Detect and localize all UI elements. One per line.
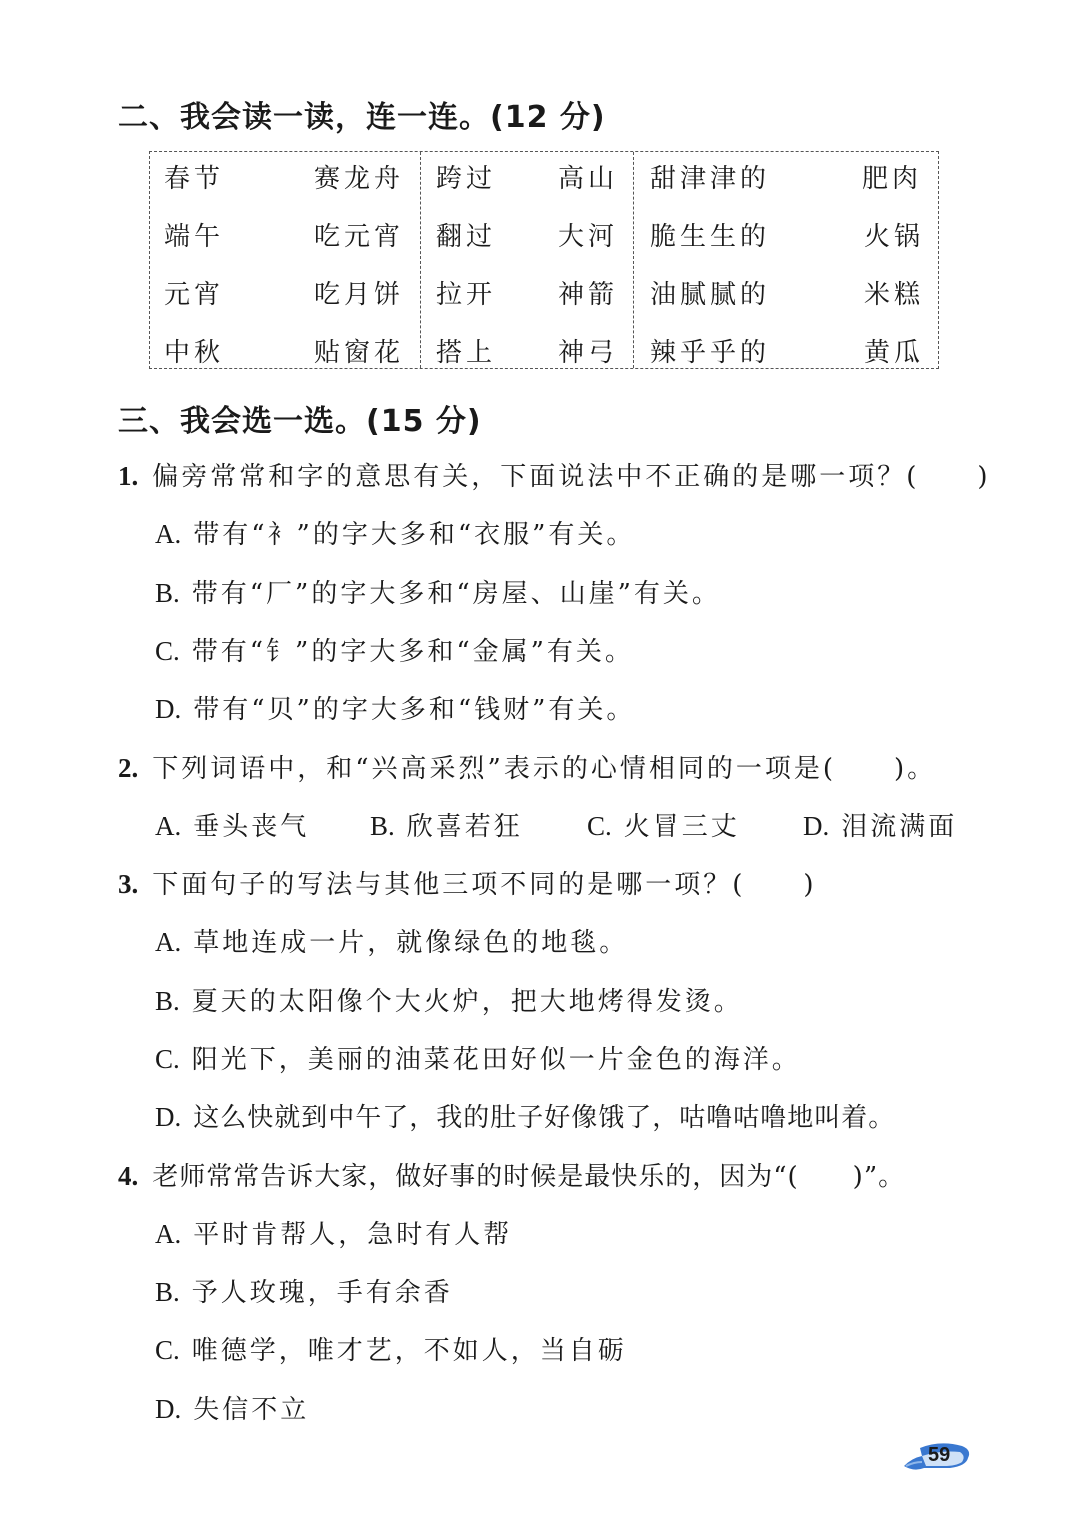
question-text: 下列词语中，和“兴高采烈”表示的心情相同的一项是( )。 bbox=[152, 754, 937, 784]
option-letter: A. bbox=[155, 519, 182, 549]
match-left-item[interactable]: 端午 bbox=[164, 222, 225, 252]
option-text: 夏天的太阳像个大火炉，把大地烤得发烫。 bbox=[191, 987, 743, 1017]
q3-option-c[interactable] bbox=[155, 1039, 801, 1076]
match-left-item[interactable]: 跨过 bbox=[436, 164, 497, 194]
match-right-item[interactable]: 吃月饼 bbox=[314, 280, 405, 310]
option-letter: D. bbox=[155, 1102, 182, 1132]
option-letter: A. bbox=[155, 811, 182, 841]
option-letter: A. bbox=[155, 927, 182, 957]
option-letter: D. bbox=[803, 811, 830, 841]
table-divider bbox=[420, 152, 421, 368]
q4-option-b[interactable] bbox=[155, 1272, 453, 1309]
question-number: 2. bbox=[118, 753, 139, 783]
match-left-item[interactable]: 甜津津的 bbox=[650, 164, 771, 194]
match-right-item[interactable]: 大河 bbox=[558, 222, 619, 252]
q2-option-d[interactable] bbox=[803, 806, 957, 843]
question-3 bbox=[118, 864, 817, 901]
match-left-item[interactable]: 搭上 bbox=[436, 338, 497, 368]
q1-option-c[interactable] bbox=[155, 631, 634, 668]
match-left-item[interactable]: 拉开 bbox=[436, 280, 497, 310]
q1-option-b[interactable] bbox=[155, 573, 721, 610]
option-text: 泪流满面 bbox=[841, 812, 958, 842]
option-letter: B. bbox=[370, 811, 395, 841]
option-letter: C. bbox=[155, 636, 180, 666]
q4-option-c[interactable] bbox=[155, 1330, 627, 1367]
option-letter: B. bbox=[155, 986, 180, 1016]
question-number: 3. bbox=[118, 869, 139, 899]
option-text: 带有“衤”的字大多和“衣服”有关。 bbox=[193, 520, 636, 550]
option-letter: D. bbox=[155, 694, 182, 724]
q2-option-b[interactable] bbox=[370, 806, 523, 843]
option-text: 予人玫瑰，手有余香 bbox=[191, 1278, 453, 1308]
q2-option-c[interactable] bbox=[587, 806, 740, 843]
q4-option-d[interactable] bbox=[155, 1389, 309, 1426]
match-left-item[interactable]: 春节 bbox=[164, 164, 225, 194]
option-text: 失信不立 bbox=[193, 1395, 310, 1425]
question-text: 老师常常告诉大家，做好事的时候是最快乐的，因为“( )”。 bbox=[152, 1162, 906, 1192]
match-left-item[interactable]: 辣乎乎的 bbox=[650, 338, 771, 368]
match-right-item[interactable]: 黄瓜 bbox=[864, 338, 925, 368]
option-text: 阳光下，美丽的油菜花田好似一片金色的海洋。 bbox=[191, 1045, 801, 1075]
match-right-item[interactable]: 神弓 bbox=[558, 338, 619, 368]
match-left-item[interactable]: 元宵 bbox=[164, 280, 225, 310]
option-text: 欣喜若狂 bbox=[406, 812, 523, 842]
table-divider bbox=[633, 152, 634, 368]
question-number: 1. bbox=[118, 461, 139, 491]
option-letter: C. bbox=[587, 811, 612, 841]
option-letter: B. bbox=[155, 1277, 180, 1307]
question-number: 4. bbox=[118, 1161, 139, 1191]
page-number: 59 bbox=[928, 1444, 951, 1466]
match-right-item[interactable]: 贴窗花 bbox=[314, 338, 405, 368]
match-right-item[interactable]: 高山 bbox=[558, 164, 619, 194]
question-text: 偏旁常常和字的意思有关，下面说法中不正确的是哪一项？( ) bbox=[152, 462, 991, 492]
option-text: 平时肯帮人，急时有人帮 bbox=[193, 1220, 513, 1250]
match-right-item[interactable]: 火锅 bbox=[864, 222, 925, 252]
match-right-item[interactable]: 赛龙舟 bbox=[314, 164, 405, 194]
question-text: 下面句子的写法与其他三项不同的是哪一项？( ) bbox=[152, 870, 817, 900]
question-4 bbox=[118, 1156, 905, 1193]
option-text: 带有“厂”的字大多和“房屋、山崖”有关。 bbox=[191, 579, 721, 609]
option-text: 草地连成一片，就像绿色的地毯。 bbox=[193, 928, 629, 958]
q1-option-a[interactable] bbox=[155, 514, 635, 551]
section-3-title: 三、我会选一选。(15 分) bbox=[118, 404, 482, 439]
match-right-item[interactable]: 吃元宵 bbox=[314, 222, 405, 252]
section-2-title: 二、我会读一读，连一连。(12 分) bbox=[118, 100, 606, 135]
option-text: 垂头丧气 bbox=[193, 812, 310, 842]
matching-table bbox=[149, 151, 939, 369]
q4-option-a[interactable] bbox=[155, 1214, 512, 1251]
option-letter: C. bbox=[155, 1044, 180, 1074]
match-right-item[interactable]: 肥肉 bbox=[862, 164, 923, 194]
match-left-item[interactable]: 翻过 bbox=[436, 222, 497, 252]
q3-option-b[interactable] bbox=[155, 981, 743, 1018]
match-left-item[interactable]: 油腻腻的 bbox=[650, 280, 771, 310]
q2-option-a[interactable] bbox=[155, 806, 309, 843]
option-text: 带有“钅”的字大多和“金属”有关。 bbox=[191, 637, 634, 667]
match-right-item[interactable]: 神箭 bbox=[558, 280, 619, 310]
option-text: 唯德学，唯才艺，不如人，当自砺 bbox=[191, 1336, 627, 1366]
match-left-item[interactable]: 中秋 bbox=[164, 338, 225, 368]
option-letter: B. bbox=[155, 578, 180, 608]
question-1 bbox=[118, 456, 991, 493]
question-2 bbox=[118, 748, 936, 785]
option-letter: D. bbox=[155, 1394, 182, 1424]
option-letter: C. bbox=[155, 1335, 180, 1365]
option-letter: A. bbox=[155, 1219, 182, 1249]
option-text: 火冒三丈 bbox=[623, 812, 740, 842]
match-left-item[interactable]: 脆生生的 bbox=[650, 222, 771, 252]
q1-option-d[interactable] bbox=[155, 689, 635, 726]
option-text: 带有“贝”的字大多和“钱财”有关。 bbox=[193, 695, 636, 725]
q3-option-a[interactable] bbox=[155, 922, 628, 959]
q3-option-d[interactable] bbox=[155, 1097, 895, 1134]
option-text: 这么快就到中午了，我的肚子好像饿了，咕噜咕噜地叫着。 bbox=[193, 1103, 896, 1133]
match-right-item[interactable]: 米糕 bbox=[864, 280, 925, 310]
